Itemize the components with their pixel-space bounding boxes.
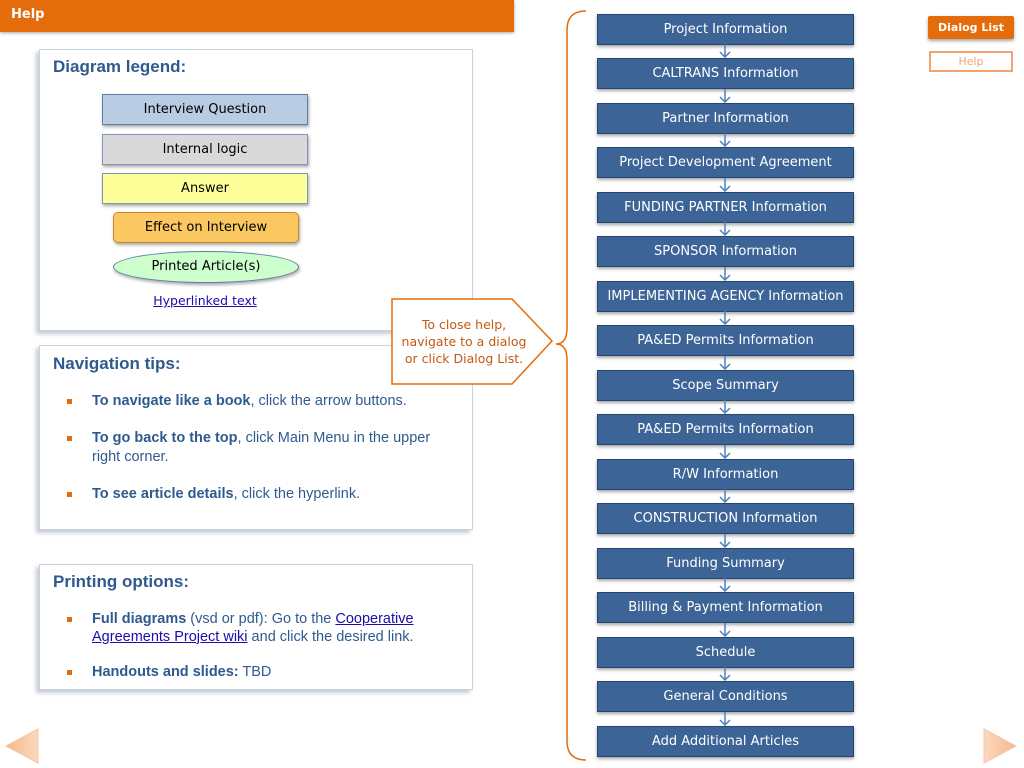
flow-item-project-development-agreement[interactable]: Project Development Agreement xyxy=(597,147,854,178)
bullet-icon xyxy=(67,399,72,404)
legend-internal-logic-label: Internal logic xyxy=(162,142,248,157)
bullet-icon xyxy=(67,436,72,441)
legend-hyperlink[interactable]: Hyperlinked text xyxy=(153,293,257,308)
legend-effect-on-interview xyxy=(113,212,299,243)
arrow-down-icon xyxy=(719,578,731,592)
navigation-tips-list xyxy=(40,392,460,504)
handouts-text: TBD xyxy=(238,664,272,680)
tip-text: , click the arrow buttons. xyxy=(250,393,407,409)
bullet-icon xyxy=(67,492,72,497)
tip-item xyxy=(40,429,460,467)
dialog-list-button[interactable]: Dialog List xyxy=(928,16,1014,39)
printing-options-list xyxy=(40,610,450,682)
arrow-down-icon xyxy=(719,445,731,459)
tip-item xyxy=(40,485,460,504)
flow-item-implementing-agency-information[interactable]: IMPLEMENTING AGENCY Information xyxy=(597,281,854,312)
legend-answer-label: Answer xyxy=(181,181,229,196)
flow-item-schedule[interactable]: Schedule xyxy=(597,637,854,668)
flow-item-partner-information[interactable]: Partner Information xyxy=(597,103,854,134)
flow-item-general-conditions[interactable]: General Conditions xyxy=(597,681,854,712)
header-bar xyxy=(0,0,514,32)
full-diagrams-text-end: and click the desired link. xyxy=(247,629,414,645)
flow-item-billing-payment-information[interactable]: Billing & Payment Information xyxy=(597,592,854,623)
tip-bold: To see article details xyxy=(92,486,234,502)
legend-internal-logic xyxy=(102,134,308,165)
arrow-down-icon xyxy=(719,133,731,147)
arrow-down-icon xyxy=(719,712,731,726)
legend-printed-articles-label: Printed Article(s) xyxy=(151,259,261,274)
arrow-down-icon xyxy=(719,623,731,637)
full-diagrams-text: (vsd or pdf): Go to the xyxy=(186,611,336,627)
tip-bold: To navigate like a book xyxy=(92,393,251,409)
flow-item-project-information[interactable]: Project Information xyxy=(597,14,854,45)
arrow-down-icon xyxy=(719,311,731,325)
flow-item-paed-permits-information-2[interactable]: PA&ED Permits Information xyxy=(597,414,854,445)
arrow-down-icon xyxy=(719,267,731,281)
tip-bold: To go back to the top xyxy=(92,430,238,446)
flow-item-funding-partner-information[interactable]: FUNDING PARTNER Information xyxy=(597,192,854,223)
bullet-icon xyxy=(67,670,72,675)
flow-item-add-additional-articles[interactable]: Add Additional Articles xyxy=(597,726,854,757)
arrow-down-icon xyxy=(719,356,731,370)
printing-panel xyxy=(39,564,473,690)
help-button[interactable]: Help xyxy=(929,51,1013,72)
flow-item-construction-information[interactable]: CONSTRUCTION Information xyxy=(597,503,854,534)
arrow-down-icon xyxy=(719,534,731,548)
flow-item-scope-summary[interactable]: Scope Summary xyxy=(597,370,854,401)
wiki-link[interactable]: Cooperative Agreements Project wiki xyxy=(92,611,414,645)
handouts-bold: Handouts and slides: xyxy=(92,664,239,680)
legend-interview-question-label: Interview Question xyxy=(143,102,267,117)
bullet-icon xyxy=(67,617,72,622)
printing-item xyxy=(40,663,450,682)
legend-effect-on-interview-label: Effect on Interview xyxy=(144,220,268,235)
full-diagrams-bold: Full diagrams xyxy=(92,611,187,627)
flow-item-paed-permits-information[interactable]: PA&ED Permits Information xyxy=(597,325,854,356)
flow-item-sponsor-information[interactable]: SPONSOR Information xyxy=(597,236,854,267)
tip-item xyxy=(40,392,460,411)
next-arrow-icon[interactable] xyxy=(982,726,1020,766)
arrow-down-icon xyxy=(719,667,731,681)
callout-text: To close help, navigate to a dialog or click Dialog List. xyxy=(401,317,527,366)
printing-title: Printing options: xyxy=(53,572,189,591)
tip-text: , click Main Menu in the upper right corner. xyxy=(92,430,431,465)
legend-panel xyxy=(39,49,473,331)
navigation-title: Navigation tips: xyxy=(53,354,181,373)
legend-title: Diagram legend: xyxy=(53,57,187,76)
arrow-down-icon xyxy=(719,89,731,103)
flow-item-caltrans-information[interactable]: CALTRANS Information xyxy=(597,58,854,89)
arrow-down-icon xyxy=(719,44,731,58)
legend-printed-articles xyxy=(113,251,299,283)
printing-item xyxy=(40,610,450,646)
flow-bracket xyxy=(554,8,588,764)
flow-item-rw-information[interactable]: R/W Information xyxy=(597,459,854,490)
tip-text: , click the hyperlink. xyxy=(233,486,361,502)
arrow-down-icon xyxy=(719,222,731,236)
arrow-down-icon xyxy=(719,178,731,192)
flow-item-funding-summary[interactable]: Funding Summary xyxy=(597,548,854,579)
legend-interview-question xyxy=(102,94,308,125)
arrow-down-icon xyxy=(719,489,731,503)
arrow-down-icon xyxy=(719,400,731,414)
legend-answer xyxy=(102,173,308,204)
page-title: Help xyxy=(11,7,45,22)
previous-arrow-icon[interactable] xyxy=(2,726,40,766)
